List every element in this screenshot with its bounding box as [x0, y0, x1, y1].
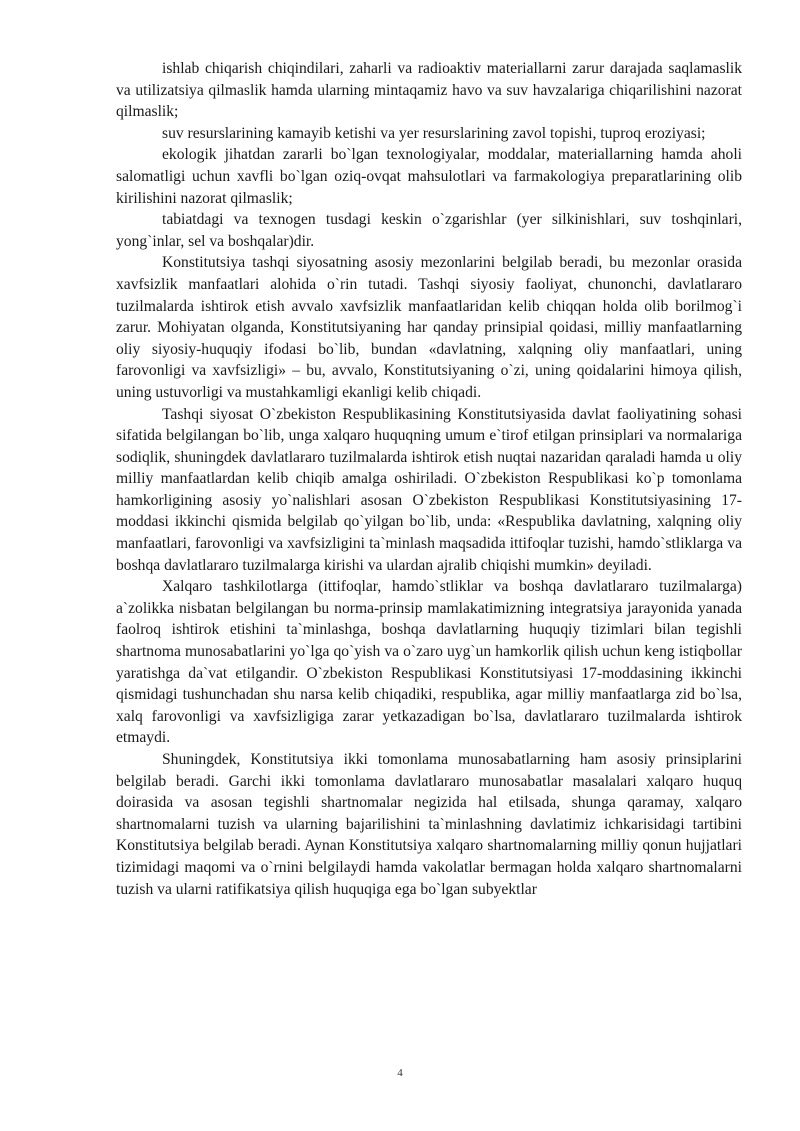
paragraph-water-resources: suv resurslarining kamayib ketishi va yer resurslarining zavol topishi, tuproq eroziyasi; — [162, 124, 706, 142]
paragraph-natural-disasters: tabiatdagi va texnogen tusdagi keskin o`zgarishlar (yer silkinishlari, suv toshqinlari, yong`inlar, sel va boshqalar)dir. — [116, 211, 742, 250]
paragraph-bilateral-relations: Shuningdek, Konstitutsiya ikki tomonlama munosabatlarning ham asosiy prinsiplarini belgilab beradi. Garchi ikki tomonlama davlatlararo munosabatlar masalalari xalqaro huquq doirasida va asosan tegishli shartnomalar negizida hal etilsada, shunga qaramay, xalqaro shartnomalarni tuzish va ularning bajarilishini ta`minlashning davlatimiz ichkarisidagi tartibini Konstitutsiya belgilab beradi. Aynan Konstitutsiya xalqaro shartnomalarning milliy qonun hujjatlari tizimidagi maqomi va o`rnini belgilaydi hamda vakolatlar bermagan holda xalqaro shartnomalarni tuzish va ularni ratifikatsiya qilish huquqiga ega bo`lgan subyektlar — [116, 751, 742, 898]
paragraph-foreign-policy-criteria: Konstitutsiya tashqi siyosatning asosiy mezonlarini belgilab beradi, bu mezonlar orasida xavfsizlik manfaatlari alohida o`rin tutadi. Tashqi siyosiy faoliyat, chunonchi, davlatlararo tuzilmalarda ishtirok etish avvalo xavfsizlik manfaatlaridan kelib chiqqan holda olib borilmog`i zarur. Mohiyatan olganda, Konstitutsiyaning har qanday prinsipial qoidasi, milliy manfaatlarning oliy siyosiy-huquqiy ifodasi bo`lib, bundan «davlatning, xalqning oliy manfaatlari, uning farovonligi va xavfsizligi» – bu, avvalo, Konstitutsiyaning o`zi, uning qoidalarini himoya qilish, uning ustuvorligi va mustahkamligi ekanligi kelib chiqadi. — [116, 254, 742, 401]
paragraph-international-organizations: Xalqaro tashkilotlarga (ittifoqlar, hamdo`stliklar va boshqa davlatlararo tuzilmalarga) a`zolikka nisbatan belgilangan bu norma-prinsip mamlakatimizning integratsiya jarayonida yanada faolroq ishtirok etishini ta`minlashga, boshqa davlatlarning huquqiy tizimlari bilan tegishli shartnoma munosabatlarini yo`lga qo`yish va o`zaro uyg`un hamkorlik qilish uchun keng istiqbollar yaratishga da`vat etilgandir. O`zbekiston Respublikasi Konstitutsiyasi 17-moddasining ikkinchi qismidagi tushunchadan shu narsa kelib chiqadiki, respublika, agar milliy manfaatlarga zid bo`lsa, xalq farovonligi va xavfsizligiga zarar yetkazadigan bo`lsa, davlatlararo tuzilmalarda ishtirok etmaydi. — [116, 578, 742, 747]
paragraph-foreign-policy-article-17: Tashqi siyosat O`zbekiston Respublikasining Konstitutsiyasida davlat faoliyatining sohasi sifatida belgilangan bo`lib, unga xalqaro huquqning umum e`tirof etilgan prinsiplari va normalariga sodiqlik, shuningdek davlatlararo tuzilmalarda ishtirok etish nuqtai nazaridan qaraladi hamda u oliy milliy manfaatlardan kelib chiqib amalga oshiriladi. O`zbekiston Respublikasi ko`p tomonlama hamkorligining asosiy yo`nalishlari asosan O`zbekiston Respublikasi Konstitutsiyasining 17-moddasi ikkinchi qismida belgilab qo`yilgan bo`lib, unda: «Respublika davlatning, xalqning oliy manfaatlari, farovonligi va xavfsizligini ta`minlash maqsadida ittifoqlar tuzishi, hamdo`stliklarga va boshqa davlatlararo tuzilmalarga kirishi va ulardan ajralib chiqishi mumkin» deyiladi. — [116, 405, 742, 574]
document-body — [116, 58, 742, 900]
page-number: 4 — [397, 1067, 403, 1079]
paragraph-waste-control: ishlab chiqarish chiqindilari, zaharli va radioaktiv materiallarni zarur darajada saqlamaslik va utilizatsiya qilmaslik hamda ularning mintaqamiz havo va suv havzalariga chiqarilishini nazorat qilmaslik; — [116, 60, 742, 121]
paragraph-ecological-imports: ekologik jihatdan zararli bo`lgan texnologiyalar, moddalar, materiallarning hamda aholi salomatligi uchun xavfli bo`lgan oziq-ovqat mahsulotlari va farmakologiya preparatlarining olib kirilishini nazorat qilmaslik; — [116, 146, 742, 207]
